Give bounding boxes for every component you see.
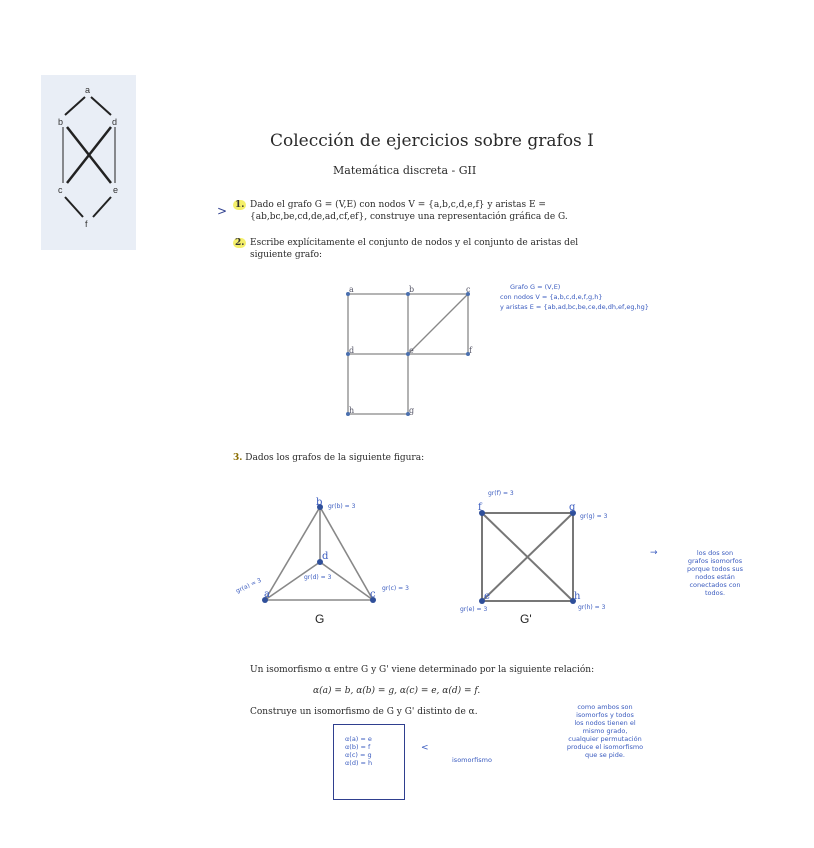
node-label: c	[370, 589, 376, 600]
node-label: g	[409, 406, 415, 415]
arrow-glyph: →	[650, 548, 658, 558]
thumb-node-label: a	[85, 85, 91, 95]
node-label: a	[264, 589, 270, 600]
edge-ba	[265, 507, 320, 600]
graph-g	[234, 495, 409, 630]
edge-cd	[320, 562, 373, 600]
answer-arrow: <	[421, 743, 429, 753]
graph-name: G'	[520, 612, 532, 626]
answer-lines	[345, 735, 372, 767]
node-label: b	[409, 285, 415, 294]
exercise-1-number: 1.	[235, 200, 245, 210]
node-label: f	[469, 346, 472, 355]
right-note-line: los nodos tienen el	[574, 719, 636, 727]
margin-arrow: >	[217, 204, 228, 218]
edge-ce	[408, 294, 468, 354]
degree-note: gr(a) = 3	[234, 576, 263, 595]
side-note-line: conectados con	[689, 581, 741, 589]
answer-line: α(b) = f	[345, 743, 371, 751]
node-label: a	[349, 285, 354, 294]
thumb-node-label: e	[113, 185, 119, 195]
thumb-node-label: c	[58, 185, 63, 195]
isomorphism-formula: α(a) = b, α(b) = g, α(c) = e, α(d) = f.	[313, 686, 481, 696]
answer-line: α(d) = h	[345, 759, 373, 767]
node-label: d	[322, 551, 329, 562]
exercise-2-line2: siguiente grafo:	[250, 250, 323, 260]
node-label: h	[349, 406, 355, 415]
thumb-edge-ef	[93, 197, 111, 217]
thumb-edge-cf	[65, 197, 83, 217]
degree-note: gr(e) = 3	[460, 606, 488, 613]
graph-name: G	[315, 612, 325, 626]
exercise-3-intro: 3. Dados los grafos de la siguiente figura:	[233, 453, 425, 463]
node-label: b	[316, 497, 323, 508]
thumb-edge-ad	[91, 97, 111, 115]
exercise-1-line1: Dado el grafo G = (V,E) con nodos V = {a,b,c,d,e,f} y aristas E =	[250, 200, 546, 210]
exercise-2-graph	[335, 283, 485, 423]
handwritten-note-line: y aristas E = {ab,ad,bc,be,ce,de,dh,ef,eg,hg}	[500, 303, 649, 311]
right-note-line: produce el isomorfismo	[566, 743, 644, 751]
node-label: f	[478, 502, 482, 513]
page-title: Colección de ejercicios sobre grafos I	[270, 131, 594, 151]
thumb-node-label: b	[58, 117, 64, 127]
construct-prompt: Construye un isomorfismo de G y G' distinto de α.	[250, 707, 478, 717]
node-label: c	[466, 285, 471, 294]
exercise-1-line2: {ab,bc,be,cd,de,ad,cf,ef}, construye una representación gráfica de G.	[250, 212, 568, 222]
side-note-line: todos.	[704, 589, 726, 597]
node-label: d	[349, 346, 355, 355]
thumbnail-panel	[41, 75, 136, 250]
degree-note: gr(d) = 3	[304, 574, 332, 581]
graph-g-prime	[460, 485, 620, 630]
right-note-line: cualquier permutación	[568, 735, 642, 743]
side-note	[665, 549, 765, 597]
edge-ad	[265, 562, 320, 600]
degree-note: gr(b) = 3	[328, 503, 356, 510]
handwritten-note-line: Grafo G = (V,E)	[510, 283, 561, 291]
degree-note: gr(g) = 3	[580, 513, 608, 520]
thumb-edge-ab	[65, 97, 85, 115]
right-note-line: como ambos son	[577, 703, 633, 711]
exercise-2-number: 2.	[235, 238, 245, 248]
side-note-line: grafos isomorfos	[687, 557, 743, 565]
right-note-line: mismo grado,	[582, 727, 628, 735]
thumb-node-label: d	[112, 117, 118, 127]
node-label: g	[569, 502, 576, 513]
answer-line: α(a) = e	[345, 735, 372, 743]
exercise-2-line1: Escribe explícitamente el conjunto de nodos y el conjunto de aristas del	[250, 238, 579, 248]
page-subtitle: Matemática discreta - GII	[333, 164, 477, 177]
answer-label: isomorfismo	[452, 756, 492, 764]
isomorphism-text: Un isomorfismo α entre G y G' viene determinado por la siguiente relación:	[250, 665, 595, 675]
answer-line: α(c) = g	[345, 751, 372, 759]
side-note-line: nodos están	[695, 573, 735, 581]
node-label: e	[409, 346, 414, 355]
handwritten-note-line: con nodos V = {a,b,c,d,e,f,g,h}	[500, 293, 603, 301]
side-note-line: los dos son	[696, 549, 734, 557]
degree-note: gr(f) = 3	[488, 490, 514, 497]
right-note-line: que se pide.	[585, 751, 625, 759]
node-label: e	[484, 591, 490, 602]
degree-note: gr(c) = 3	[382, 585, 409, 592]
right-note-line: isomorfos y todos	[576, 711, 634, 719]
side-note-line: porque todos sus	[687, 565, 743, 573]
thumbnail-graph	[41, 75, 136, 250]
thumb-node-label: f	[85, 219, 88, 229]
right-note	[540, 703, 670, 759]
degree-note: gr(h) = 3	[578, 604, 606, 611]
node-label: h	[574, 591, 581, 602]
